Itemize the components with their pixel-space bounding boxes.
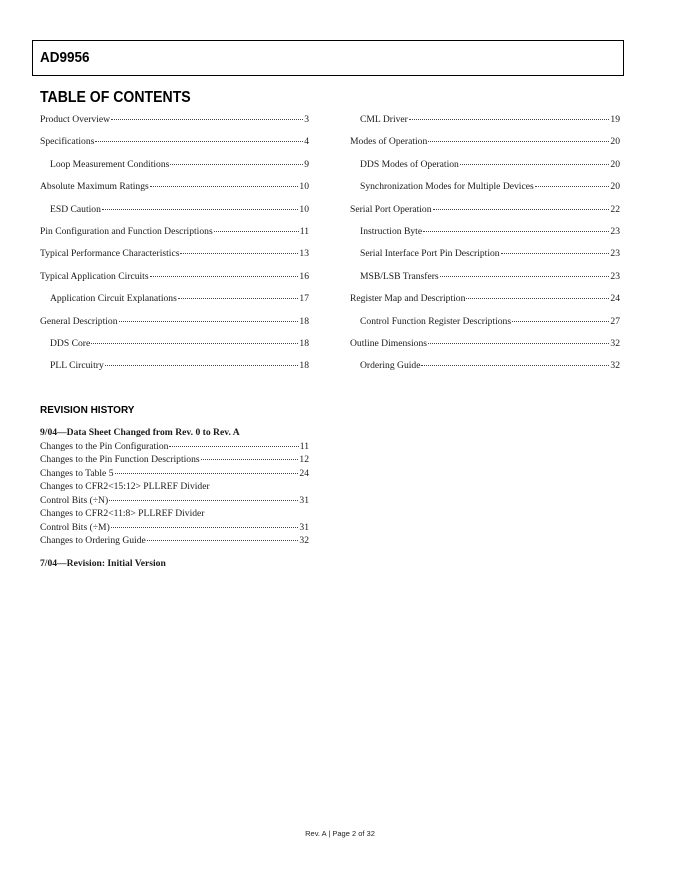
toc-leader-dots	[501, 253, 610, 254]
toc-entry-title: Control Function Register Descriptions	[360, 315, 512, 327]
toc-entry[interactable]	[350, 269, 620, 291]
toc-entry[interactable]	[350, 157, 620, 179]
toc-entry-title: Modes of Operation	[350, 136, 428, 148]
toc-entry[interactable]	[350, 179, 620, 201]
toc-entry-page: 18	[299, 315, 309, 327]
toc-entry[interactable]	[40, 157, 309, 179]
toc-leader-dots	[423, 231, 609, 232]
toc-entry-page: 22	[610, 203, 620, 215]
toc-entry-title: DDS Modes of Operation	[360, 158, 459, 170]
revision-leader-dots	[115, 473, 299, 474]
revision-leader-dots	[169, 446, 298, 447]
toc-entry-page: 24	[610, 293, 620, 305]
toc-entry-page: 17	[299, 293, 309, 305]
toc-entry[interactable]	[40, 179, 309, 201]
toc-leader-dots	[512, 321, 609, 322]
toc-right-column	[350, 112, 620, 381]
toc-entry[interactable]	[40, 291, 309, 313]
toc-entry-title: Specifications	[40, 136, 95, 148]
toc-leader-dots	[111, 119, 303, 120]
toc-entry-page: 4	[304, 136, 309, 148]
toc-entry[interactable]	[40, 336, 309, 358]
revision-leader-dots	[111, 527, 299, 528]
toc-leader-dots	[409, 119, 610, 120]
toc-entry[interactable]	[350, 224, 620, 246]
toc-leader-dots	[214, 231, 299, 232]
toc-entry[interactable]	[350, 112, 620, 134]
toc-entry-page: 10	[299, 181, 309, 193]
revision-change-text: Changes to the Pin Configuration	[40, 440, 169, 452]
toc-leader-dots	[95, 141, 303, 142]
toc-entry[interactable]	[40, 202, 309, 224]
toc-entry-title: Absolute Maximum Ratings	[40, 181, 149, 193]
revision-leader-dots	[201, 459, 299, 460]
toc-entry-page: 32	[610, 337, 620, 349]
toc-entry-title: Register Map and Description	[350, 293, 466, 305]
revision-change-page: 32	[299, 535, 309, 546]
revision-change-page: 31	[299, 494, 309, 506]
revision-change-page: 11	[299, 440, 309, 452]
toc-entry-page: 27	[610, 315, 620, 327]
revision-change-heading: 9/04—Data Sheet Changed from Rev. 0 to Rev. A	[40, 427, 240, 438]
toc-entry-page: 19	[610, 114, 620, 125]
toc-leader-dots	[170, 164, 303, 165]
toc-entry-title: ESD Caution	[50, 203, 101, 215]
revision-change-text: Changes to CFR2<15:12> PLLREF Divider	[40, 481, 210, 492]
revision-leader-dots	[109, 500, 298, 501]
toc-entry[interactable]	[350, 246, 620, 268]
toc-entry-title: Application Circuit Explanations	[50, 293, 177, 305]
revision-changes-list	[40, 440, 309, 548]
toc-entry-page: 20	[610, 158, 620, 170]
toc-entry-page: 3	[304, 114, 309, 125]
revision-change-text: Changes to the Pin Function Descriptions	[40, 454, 200, 465]
toc-entry-page: 9	[304, 158, 309, 170]
toc-entry-title: Typical Performance Characteristics	[40, 248, 180, 260]
revision-history	[40, 426, 309, 570]
toc-heading: TABLE OF CONTENTS	[40, 89, 191, 106]
toc-entry-title: DDS Core	[50, 337, 91, 349]
toc-entry-title: Serial Port Operation	[350, 203, 432, 215]
toc-entry-title: Loop Measurement Conditions	[50, 158, 170, 170]
toc-entry-title: General Description	[40, 315, 118, 327]
toc-entry[interactable]	[350, 202, 620, 224]
toc-leader-dots	[433, 209, 610, 210]
toc-entry-title: CML Driver	[360, 114, 408, 125]
page-footer: Rev. A | Page 2 of 32	[305, 829, 375, 838]
toc-entry[interactable]	[40, 269, 309, 291]
toc-leader-dots	[428, 343, 609, 344]
toc-entry[interactable]	[40, 224, 309, 246]
toc-leader-dots	[440, 276, 610, 277]
toc-entry[interactable]	[40, 134, 309, 156]
toc-entry[interactable]	[40, 112, 309, 134]
toc-leader-dots	[535, 186, 610, 187]
toc-entry-page: 20	[610, 136, 620, 148]
toc-leader-dots	[180, 253, 298, 254]
toc-leader-dots	[428, 141, 609, 142]
toc-entry-title: Serial Interface Port Pin Description	[360, 248, 500, 260]
toc-entry[interactable]	[40, 314, 309, 336]
revision-change-item	[40, 453, 309, 467]
revision-change-item	[40, 521, 309, 535]
revision-change-text: Control Bits (÷N)	[40, 494, 109, 506]
toc-leader-dots	[421, 365, 609, 366]
toc-entry-title: Outline Dimensions	[350, 337, 428, 349]
revision-change-page: 12	[299, 454, 309, 465]
toc-entry[interactable]	[350, 358, 620, 380]
toc-entry-page: 23	[610, 225, 620, 237]
toc-entry-title: Synchronization Modes for Multiple Devices	[360, 181, 534, 193]
toc-entry-page: 18	[299, 337, 309, 349]
toc-leader-dots	[150, 276, 299, 277]
revision-change-text: Changes to Table 5	[40, 467, 114, 479]
toc-leader-dots	[150, 186, 299, 187]
toc-entry[interactable]	[350, 291, 620, 313]
revision-history-heading: REVISION HISTORY	[40, 405, 135, 416]
toc-entry-title: Product Overview	[40, 114, 111, 125]
toc-entry[interactable]	[350, 336, 620, 358]
toc-entry-page: 20	[610, 181, 620, 193]
toc-entry-page: 11	[299, 225, 309, 237]
revision-change-item	[40, 467, 309, 481]
revision-change-item	[40, 440, 309, 454]
toc-entry-page: 23	[610, 270, 620, 282]
toc-entry-page: 18	[299, 360, 309, 372]
revision-change-text: Changes to CFR2<11:8> PLLREF Divider	[40, 508, 205, 519]
toc-entry-title: Ordering Guide	[360, 360, 421, 372]
header-box	[32, 40, 624, 76]
document-title: AD9956	[40, 49, 90, 66]
toc-entry[interactable]	[350, 314, 620, 336]
revision-change-page: 24	[299, 467, 309, 479]
revision-change-page: 31	[299, 521, 309, 533]
toc-leader-dots	[466, 298, 609, 299]
toc-leader-dots	[91, 343, 298, 344]
toc-entry-title: Pin Configuration and Function Descriptions	[40, 225, 213, 237]
toc-entry[interactable]	[40, 358, 309, 380]
toc-entry[interactable]	[40, 246, 309, 268]
toc-leader-dots	[119, 321, 299, 322]
revision-leader-dots	[147, 540, 299, 541]
revision-change-text: Changes to Ordering Guide	[40, 535, 146, 546]
toc-leader-dots	[178, 298, 299, 299]
toc-leader-dots	[460, 164, 610, 165]
revision-initial: 7/04—Revision: Initial Version	[40, 557, 166, 569]
revision-change-text: Control Bits (÷M)	[40, 521, 110, 533]
revision-change-item	[40, 534, 309, 548]
toc-entry-title: Typical Application Circuits	[40, 270, 149, 282]
toc-entry-page: 13	[299, 248, 309, 260]
toc-entry-page: 32	[610, 360, 620, 372]
toc-left-column	[40, 112, 309, 381]
toc-entry-page: 23	[610, 248, 620, 260]
toc-entry-page: 10	[299, 203, 309, 215]
toc-entry-title: Instruction Byte	[360, 225, 423, 237]
revision-change-item	[40, 494, 309, 508]
toc-leader-dots	[105, 365, 299, 366]
toc-entry-title: MSB/LSB Transfers	[360, 270, 439, 282]
toc-leader-dots	[102, 209, 299, 210]
toc-entry[interactable]	[350, 134, 620, 156]
toc-entry-page: 16	[299, 270, 309, 282]
toc-entry-title: PLL Circuitry	[50, 360, 104, 372]
